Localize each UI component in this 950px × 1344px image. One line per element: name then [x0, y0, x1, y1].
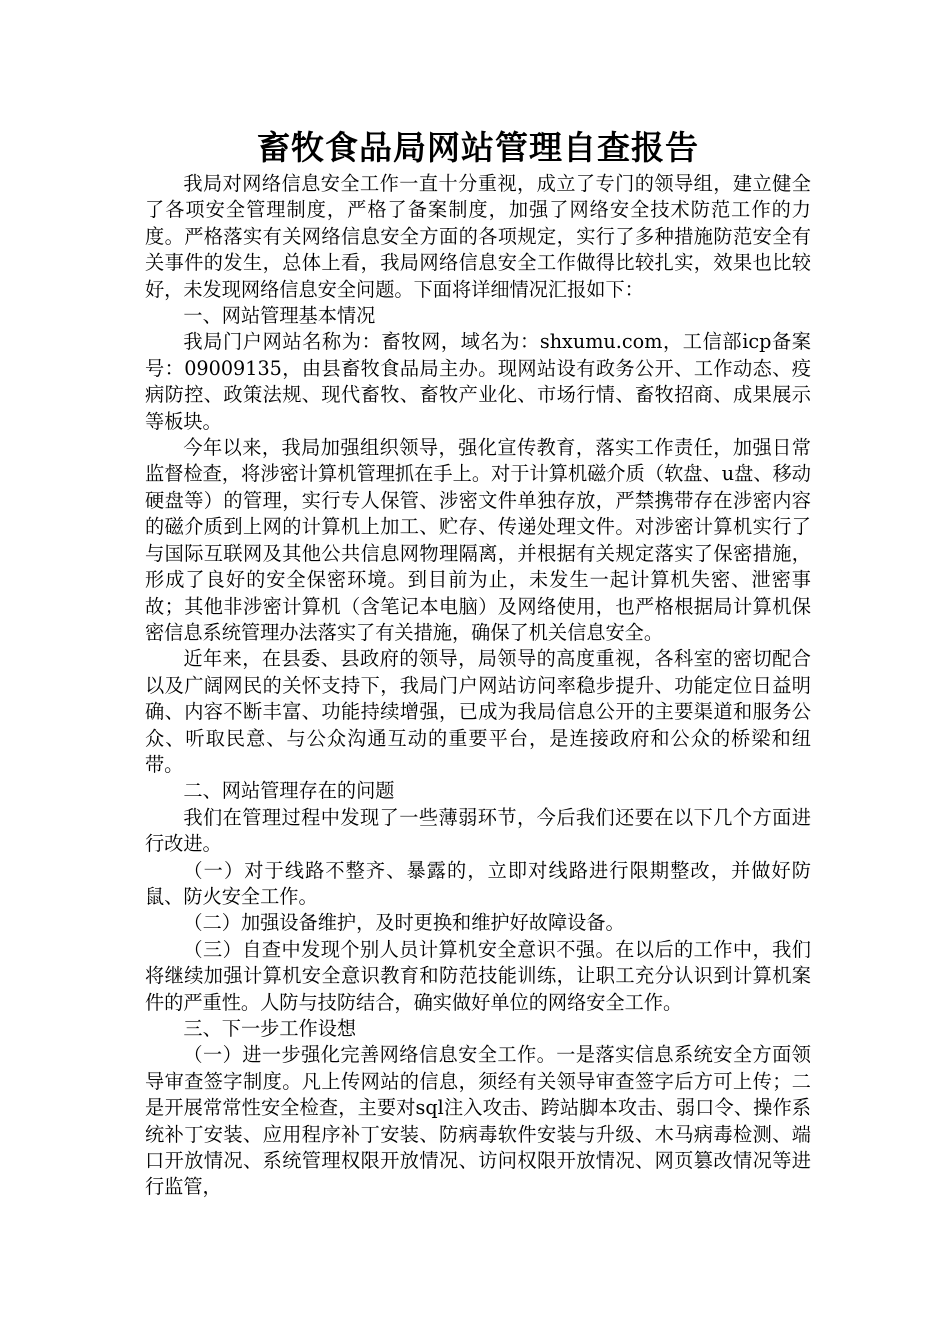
section-heading-3: 三、下一步工作设想 [183, 1017, 357, 1040]
body-paragraph: 我们在管理过程中发现了一些薄弱环节，今后我们还要在以下几个方面进行改进。 [145, 805, 811, 856]
document-body [145, 171, 811, 1201]
list-item: （三）自查中发现个别人员计算机安全意识不强。在以后的工作中，我们将继续加强计算机安全意识教育和防范技能训练，让职工充分认识到计算机案件的严重性。人防与技防结合，确实做好单位的网络安全工作。 [145, 937, 811, 1014]
document-page [145, 125, 811, 1201]
list-item: （一）进一步强化完善网络信息安全工作。一是落实信息系统安全方面领导审查签字制度。凡上传网站的信息，须经有关领导审查签字后方可上传；二是开展常常性安全检查，主要对sql注入攻击、跨站脚本攻击、弱口令、操作系统补丁安装、应用程序补丁安装、防病毒软件安装与升级、木马病毒检测、端口开放情况、系统管理权限开放情况、访问权限开放情况、网页篡改情况等进行监管， [145, 1043, 811, 1199]
section-heading-1: 一、网站管理基本情况 [183, 304, 376, 328]
list-item: （一）对于线路不整齐、暴露的，立即对线路进行限期整改，并做好防鼠、防火安全工作。 [145, 858, 811, 908]
body-paragraph: 今年以来，我局加强组织领导，强化宣传教育，落实工作责任，加强日常监督检查，将涉密计算机管理抓在手上。对于计算机磁介质（软盘、u盘、移动硬盘等）的管理，实行专人保管、涉密文件单独存放，严禁携带存在涉密内容的磁介质到上网的计算机上加工、贮存、传递处理文件。对涉密计算机实行了与国际互联网及其他公共信息网物理隔离，并根据有关规定落实了保密措施，形成了良好的安全保密环境。到目前为止，未发生一起计算机失密、泄密事故；其他非涉密计算机（含笔记本电脑）及网络使用，也严格根据局计算机保密信息系统管理办法落实了有关措施，确保了机关信息安全。 [145, 436, 811, 644]
body-paragraph: 我局门户网站名称为：畜牧网，域名为：shxumu.com，工信部icp备案号：09009135，由县畜牧食品局主办。现网站设有政务公开、工作动态、疫病防控、政策法规、现代畜牧、畜牧产业化、市场行情、畜牧招商、成果展示等板块。 [145, 330, 811, 433]
list-item: （二）加强设备维护，及时更换和维护好故障设备。 [183, 911, 625, 935]
document-title: 畜牧食品局网站管理自查报告 [257, 128, 699, 167]
section-heading-2: 二、网站管理存在的问题 [183, 779, 395, 803]
body-paragraph: 近年来，在县委、县政府的领导，局领导的高度重视，各科室的密切配合以及广阔网民的关怀支持下，我局门户网站访问率稳步提升、功能定位日益明确、内容不断丰富、功能持续增强，已成为我局信息公开的主要渠道和服务公众、听取民意、与公众沟通互动的重要平台，是连接政府和公众的桥梁和纽带。 [145, 647, 811, 776]
intro-paragraph: 我局对网络信息安全工作一直十分重视，成立了专门的领导组，建立健全了各项安全管理制度，严格了备案制度，加强了网络安全技术防范工作的力度。严格落实有关网络信息安全方面的各项规定，实行了多种措施防范安全有关事件的发生，总体上看，我局网络信息安全工作做得比较扎实，效果也比较好，未发现网络信息安全问题。下面将详细情况汇报如下： [145, 172, 811, 301]
